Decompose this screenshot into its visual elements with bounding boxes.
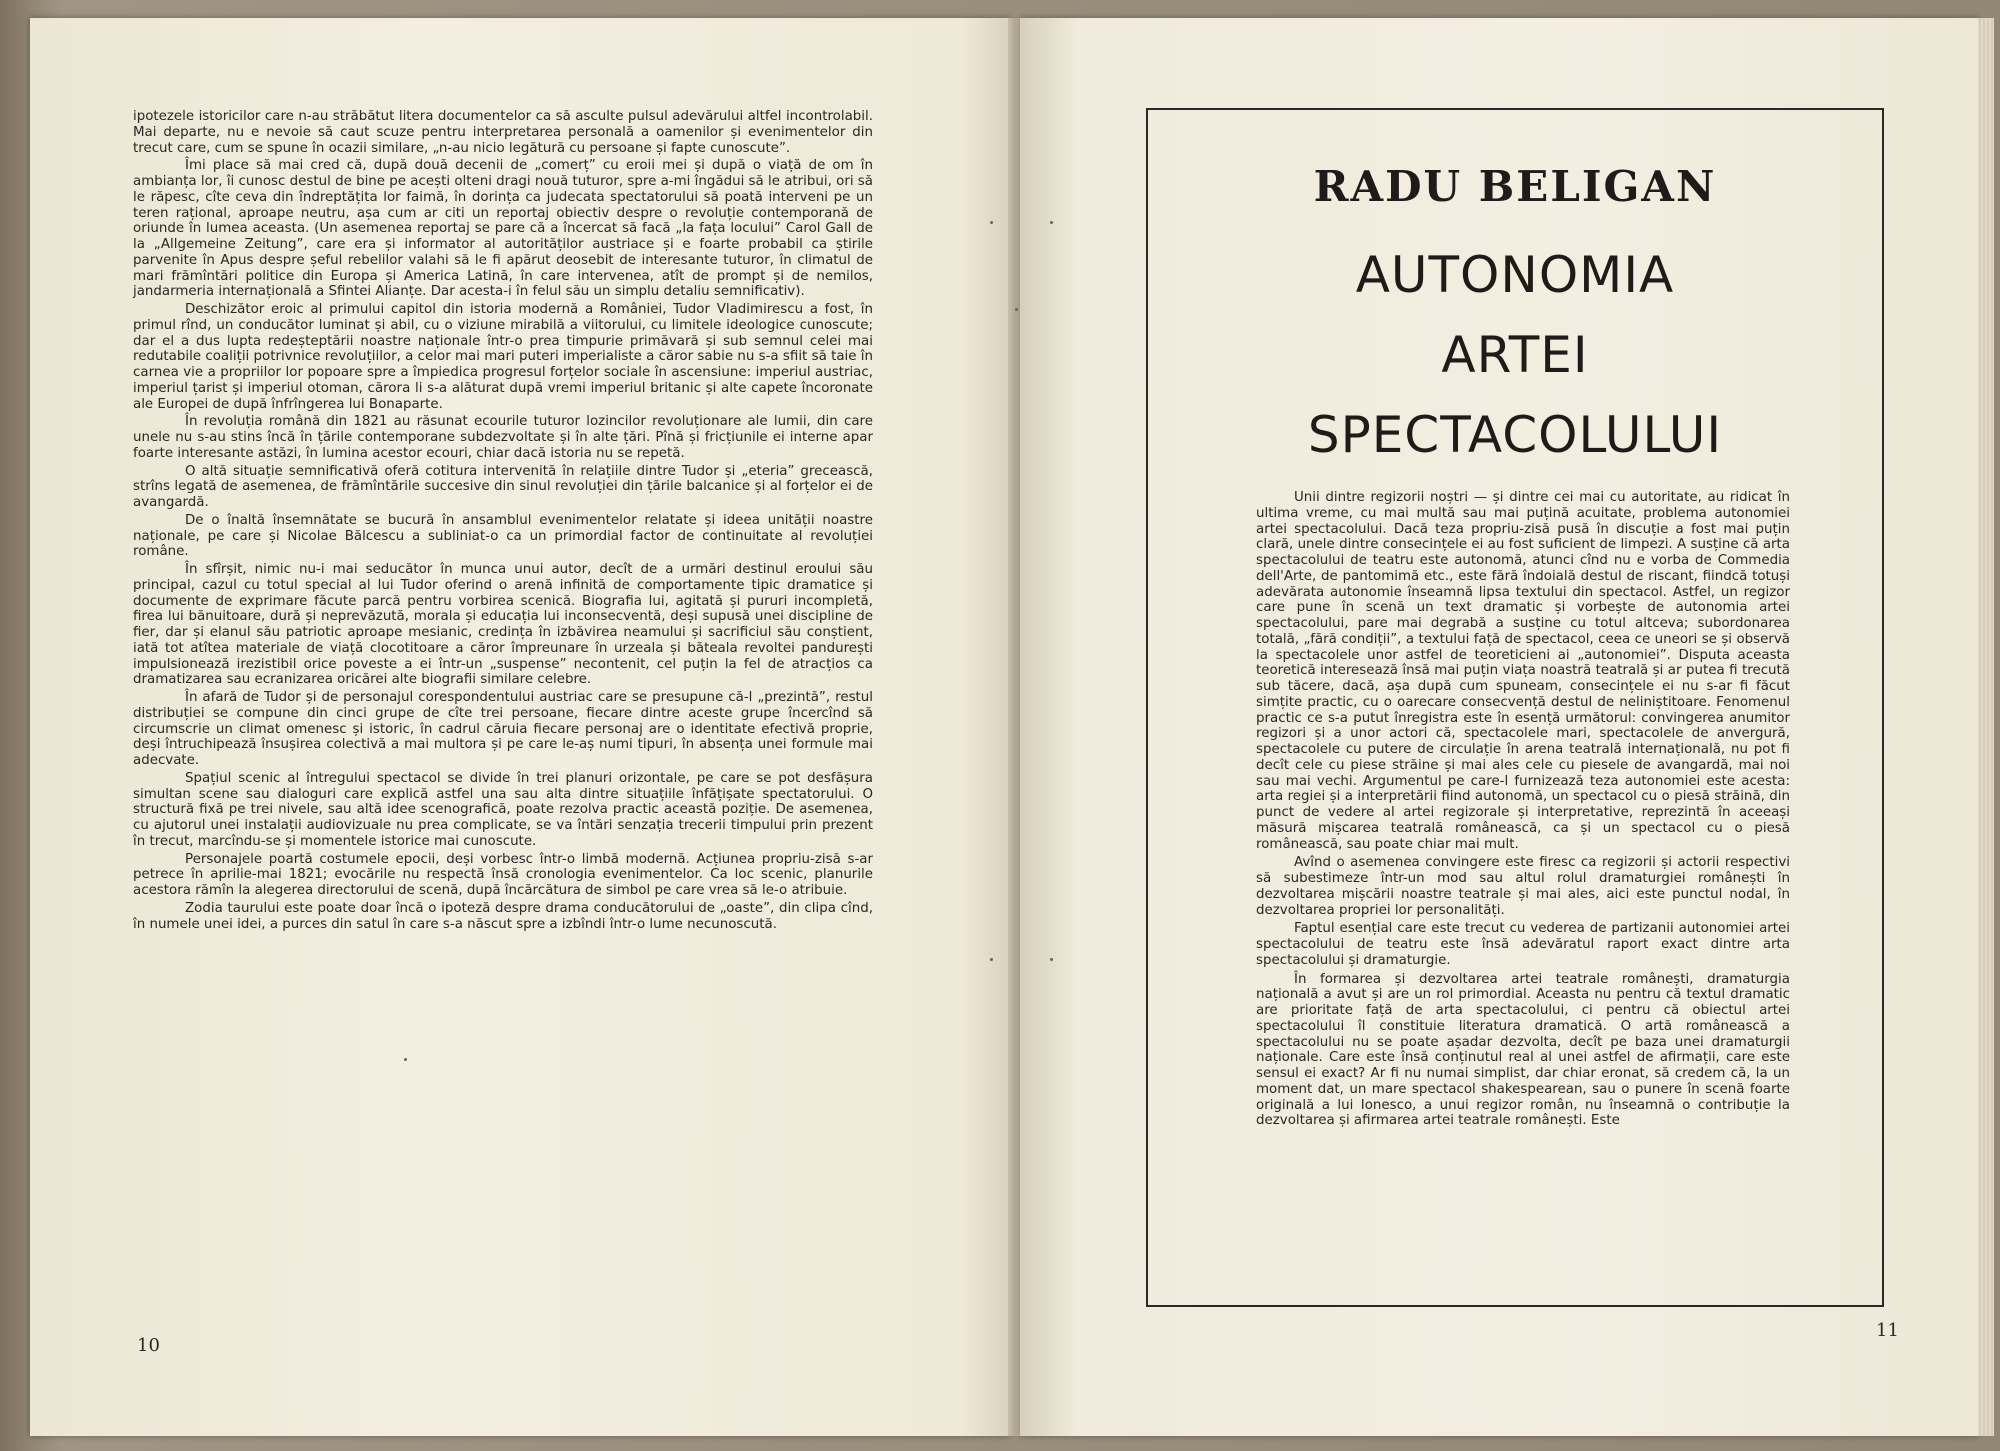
paragraph: Deschizător eroic al primului capitol din istoria modernă a României, Tudor Vladimirescu a fost, în primul rînd, un conducător luminat și abil, cu o viziune mirabilă a viitorului, cu limitele ideologice cunoscute; dar el a dus lupta redeșteptării noastre naționale într-o prea timpurie primăvară și sub semnul celei mai redutabile coaliții potrivnice revoluțiilor, a celor mai mari puteri imperialiste a căror sabie nu s-a sfiit să taie în carnea vie a propriilor lor popoare spre a împiedica progresul forțelor sociale în ascensiune: imperiul austriac, imperiul țarist și imperiul otoman, cărora li s-a alăturat după vremi imperiul britanic și alte capete încoronate ale Europei de după înfrîngerea lui Bonaparte. (133, 302, 873, 412)
paragraph: Avînd o asemenea convingere este firesc ca regizorii și actorii respectivi să subestimeze într-un mod sau altul rolul dramaturgiei românești în dezvoltarea mișcării noastre teatrale și mai ales, aici este punctul nodal, în dezvoltarea propriei lor personalități. (1256, 855, 1790, 918)
article-title-line-2: ARTEI (1441, 326, 1589, 384)
page-edges (1978, 18, 1994, 1436)
stray-mark (990, 221, 993, 224)
paragraph: În afară de Tudor și de personajul corespondentului austriac care se presupune că-l „prezintă”, restul distribuției se compune din cinci grupe de cîte trei persoane, fiecare dintre aceste grupe încercînd să circumscrie un climat omenesc și istoric, în cadrul căruia fiecare personaj are o identitate efectivă proprie, deși întruchipează însușirea colectivă a mai multora și pe care le-aș numi tipuri, în absența unei formule mai adecvate. (133, 690, 873, 768)
stray-mark (1050, 221, 1053, 224)
stray-mark (990, 958, 993, 961)
paragraph: Zodia taurului este poate doar încă o ipoteză despre drama conducătorului de „oaste”, din clipa cînd, în numele unei idei, a purces din satul în care s-a născut spre a izbîndi într-o lume necunoscută. (133, 900, 873, 932)
paragraph: În formarea și dezvoltarea artei teatrale românești, dramaturgia națională a avut și are un rol primordial. Aceasta nu pentru că textul dramatic are prioritate față de arta spectacolului, ci pentru că obiectul artei spectacolului îl constituie literatura dramatică. O artă românească a spectacolului nu se poate așadar dezvolta, decît pe baza unei dramaturgii naționale. Care este însă conținutul real al unei astfel de afirmații, care este sensul ei exact? Ar fi nu numai simplist, dar chiar eronat, să credem că, la un moment dat, un mare spectacol shakespearean, sau o punere în scenă foarte originală a lui Ionesco, a unui regizor român, nu înseamnă o contribuție la dezvoltarea și afirmarea artei teatrale românești. Este (1256, 971, 1790, 1129)
paragraph: Spațiul scenic al întregului spectacol se divide în trei planuri orizontale, pe care se pot desfășura simultan scene sau dialoguri care explică astfel una sau alta dintre situațiile înfățișate spectatorului. O structură fixă pe trei nivele, sau altă idee scenografică, poate rezolva practic această poziție. De asemenea, cu ajutorul unei instalații audiovizuale nu prea complicate, se va întări senzația trecerii timpului prin prezent în trecut, marcîndu-se și momentele istorice mai cunoscute. (133, 770, 873, 849)
paragraph: Faptul esențial care este trecut cu vederea de partizanii autonomiei artei spectacolului de teatru este însă adevăratul raport exact dintre arta spectacolului și dramaturgie. (1256, 921, 1790, 968)
stray-mark (404, 1058, 407, 1061)
article-title-line-1: AUTONOMIA (1355, 246, 1675, 304)
paragraph: O altă situație semnificativă oferă cotitura intervenită în relațiile dintre Tudor și „eteria” grecească, strîns legată de asemenea, de frămîntările succesive din sinul revoluției din țările balcanice și al forțelor ei de avangardă. (133, 463, 873, 510)
stray-mark (1050, 958, 1053, 961)
paragraph: Personajele poartă costumele epocii, deși vorbesc într-o limbă modernă. Acțiunea propriu-zisă s-ar petrece în aprilie-mai 1821; evocările nu respectă însă cronologia evenimentelor. Ca loc scenic, planurile acestora rămîn la alegerea directorului de scenă, după încărcătura de simbol pe care vrea să le-o atribuie. (133, 851, 873, 898)
paragraph: Unii dintre regizorii noștri — și dintre cei mai cu autoritate, au ridicat în ultima vreme, cu mai multă sau mai puțină acuitate, problema autonomiei artei spectacolului. Dacă teza propriu-zisă pusă în discuție a fost mai puțin clară, unele dintre consecințele ei au fost suficient de limpezi. A susține că arta spectacolului de teatru este autonomă, atunci cînd nu e vorba de Commedia dell'Arte, de pantomimă etc., este fără îndoială destul de riscant, fiindcă totuși adevărata autonomie înseamnă lipsa textului din spectacol. Astfel, un regizor care pune în scenă un text dramatic și vorbește de autonomia artei spectacolului, pare mai degrabă a susține cu totul altceva; subordonarea totală, „fără condiții”, a textului față de spectacol, ceea ce uneori se și observă la spectacolele unor astfel de teoreticieni ai „autonomiei”. Disputa aceasta teoretică interesează însă mai puțin viața noastră teatrală și ar putea fi trecută sub tăcere, dacă, așa după cum spuneam, consecințele ei nu s-ar fi făcut simțite practic, cu o oarecare consecvență destul de neliniștitoare. Fenomenul practic ce s-a putut înregistra este în esență următorul: convingerea anumitor regizori și a unor actori că, spectacolele mari, spectacolele de anvergură, spectacolele cu putere de circulație în arena teatrală internațională, nu pot fi decît cele cu piese străine și mai ales cele cu piesele de avangardă, mai noi sau mai vechi. Argumentul pe care-l furnizează teza autonomiei este acesta: arta regiei și a interpretării fiind autonomă, un spectacol cu o piesă străină, din punct de vedere al artei regizorale și interpretative, reprezintă în aceeași măsură mișcarea teatrală românească, ca și un spectacol cu o piesă românească, sau poate chiar mai mult. (1256, 490, 1790, 852)
left-page-text (133, 109, 873, 934)
stray-mark (1015, 308, 1018, 311)
article-author: RADU BELIGAN (1313, 162, 1717, 211)
page-number-left: 10 (137, 1335, 160, 1356)
paragraph: Îmi place să mai cred că, după două decenii de „comerț” cu eroii mei și după o viață de om în ambianța lor, îi cunosc destul de bine pe acești olteni dragi nouă tuturor, spre a-mi îngădui să le atribui, ori să le răpesc, cîte ceva din îndreptățita lor faimă, în dorința ca judecata spectatorului să poată interveni pe un teren rațional, aproape neutru, așa cum ar citi un reportaj obiectiv despre o revoluție contemporană de oriunde în lumea aceasta. (Un asemenea reportaj se pare că a încercat să facă „la fața locului” Carol Gall de la „Allgemeine Zeitung”, care era și informator al autorităților austriace și e foarte probabil ca știrile parvenite în Apus despre șeful rebelilor valahi să le fi apărut deosebit de interesante tuturor, în climatul de mari frămîntări politice din Europa și America Latină, în care intervenea, atît de prompt și de nemilos, jandarmeria internațională a Sfintei Alianțe. Dar acesta-i în felul său un simplu detaliu semnificativ). (133, 158, 873, 300)
paragraph: ipotezele istoricilor care n-au străbătut litera documentelor ca să asculte pulsul adevărului altfel incontrolabil. Mai departe, nu e nevoie să caut scuze pentru interpretarea personală a oamenilor și evenimentelor din trecut care, cum se spune în ocazii similare, „n-au nicio legătură cu persoane și fapte cunoscute”. (133, 109, 873, 156)
paragraph: În revoluția română din 1821 au răsunat ecourile tuturor lozincilor revoluționare ale lumii, din care unele nu s-au stins încă în țările contemporane subdezvoltate și în alte țări. Pînă și fricțiunile ei interne apar foarte interesante astăzi, în lumina acestor ecouri, chiar dacă istoria nu se repetă. (133, 414, 873, 461)
paragraph: De o înaltă însemnătate se bucură în ansamblul evenimentelor relatate și ideea unității noastre naționale, pe care și Nicolae Bălcescu a subliniat-o ca un primordial factor de continuitate al revoluției române. (133, 512, 873, 560)
article-frame (1146, 108, 1884, 1307)
page-number-right: 11 (1876, 1320, 1899, 1341)
article-body (1256, 490, 1790, 1132)
paragraph: În sfîrșit, nimic nu-i mai seducător în munca unui autor, decît de a urmări destinul eroului său principal, cazul cu totul special al lui Tudor oferind o arenă infinită de comportamente tipic dramatice și documente de exprimare făcute parcă pentru vorbirea scenică. Biografia lui, agitată și pururi incompletă, firea lui bănuitoare, dură și neprevăzută, morala și educația lui inconsecventă, deși supusă unei discipline de fier, dar și elanul său patriotic aproape mesianic, credința în izbăvirea neamului și sacrificiul său conștient, iată tot atîtea materiale de viață clocotitoare a căror împreunare în urzeala și băteala revoltei pandurești impulsionează irezistibil orice poveste a ei într-un „suspense” necontenit, cel puțin la fel de atracțios ca dramatizarea sau ecranizarea oricărei alte biografii similare celebre. (133, 562, 873, 688)
article-title-line-3: SPECTACOLULUI (1307, 406, 1723, 464)
